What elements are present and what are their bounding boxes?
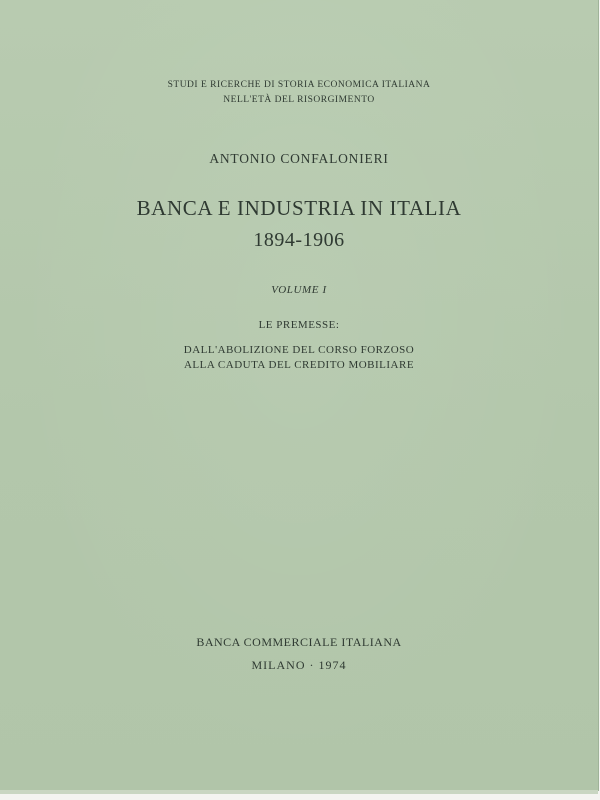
volume-label: VOLUME I (271, 284, 327, 296)
series-line-2: NELL'ETÀ DEL RISORGIMENTO (223, 95, 375, 105)
series-line-1: STUDI E RICERCHE DI STORIA ECONOMICA ITALIANA (167, 80, 431, 90)
subtitle-line-2: ALLA CADUTA DEL CREDITO MOBILIARE (183, 359, 415, 371)
book-years: 1894-1906 (253, 229, 345, 251)
subtitle-block (0, 318, 598, 373)
publisher-name: BANCA COMMERCIALE ITALIANA (196, 635, 402, 649)
publication-place-year: MILANO · 1974 (251, 658, 347, 672)
author-name: ANTONIO CONFALONIERI (209, 151, 389, 166)
part-label: LE PREMESSE: (258, 319, 340, 331)
book-title: BANCA E INDUSTRIA IN ITALIA (136, 196, 462, 220)
series-heading (0, 78, 598, 108)
publisher-block (0, 631, 598, 677)
subtitle-line-1: DALL'ABOLIZIONE DEL CORSO FORZOSO (183, 344, 415, 356)
